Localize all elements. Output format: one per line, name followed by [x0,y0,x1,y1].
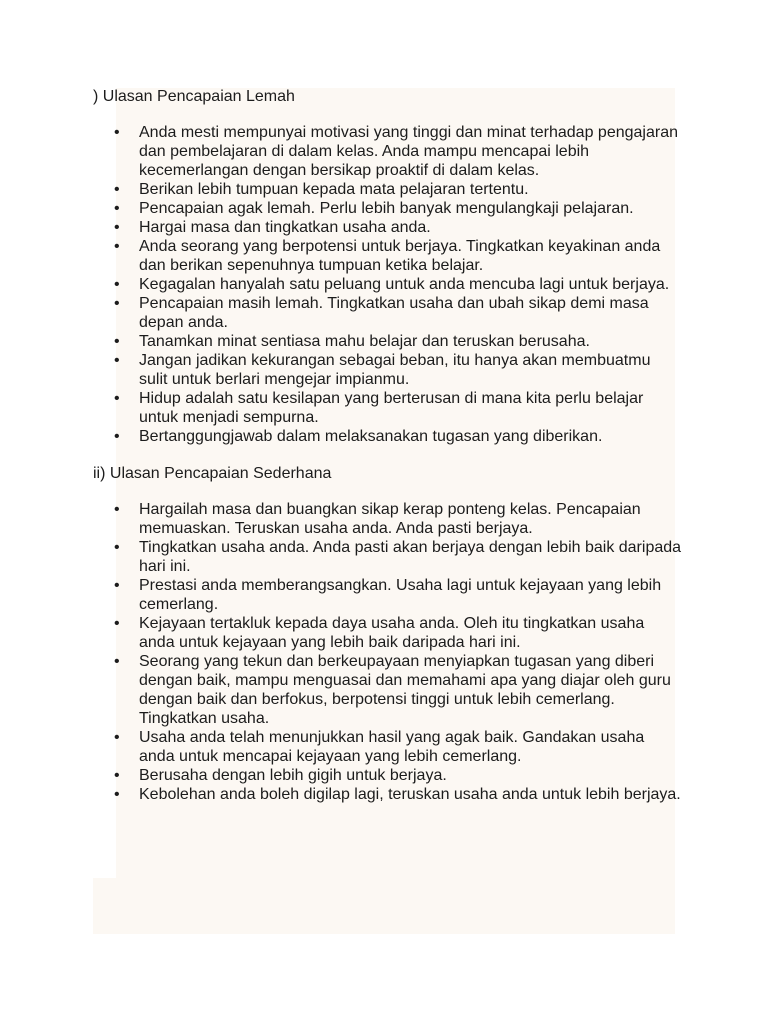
list-item: • Seorang yang tekun dan berkeupayaan menyiapkan tugasan yang diberi dengan baik, mampu menguasai dan memahami apa yang diajar oleh guru dengan baik dan berfokus, berpotensi tinggi untuk lebih cemerlang. Tingkatkan usaha. [93,652,683,728]
list-item: • Tanamkan minat sentiasa mahu belajar dan teruskan berusaha. [93,332,683,351]
list-item: • Anda mesti mempunyai motivasi yang tinggi dan minat terhadap pengajaran dan pembelajaran di dalam kelas. Anda mampu mencapai lebih kecemerlangan dengan bersikap proaktif di dalam kelas. [93,123,683,180]
list-item: • Kegagalan hanyalah satu peluang untuk anda mencuba lagi untuk berjaya. [93,275,683,294]
list-item: • Kebolehan anda boleh digilap lagi, teruskan usaha anda untuk lebih berjaya. [93,785,683,804]
section-heading: ii) Ulasan Pencapaian Sederhana [93,465,332,482]
list-item: • Usaha anda telah menunjukkan hasil yang agak baik. Gandakan usaha anda untuk mencapai kejayaan yang lebih cemerlang. [93,728,683,766]
list-item: • Kejayaan tertakluk kepada daya usaha anda. Oleh itu tingkatkan usaha anda untuk kejayaan yang lebih baik daripada hari ini. [93,614,683,652]
document-body [93,86,683,804]
list-item: • Berikan lebih tumpuan kepada mata pelajaran tertentu. [93,180,683,199]
list-item: • Jangan jadikan kekurangan sebagai beban, itu hanya akan membuatmu sulit untuk berlari mengejar impianmu. [93,351,683,389]
list-item: • Tingkatkan usaha anda. Anda pasti akan berjaya dengan lebih baik daripada hari ini. [93,538,683,576]
comment-list [93,123,683,446]
list-item: • Pencapaian agak lemah. Perlu lebih banyak mengulangkaji pelajaran. [93,199,683,218]
list-item: • Hargai masa dan tingkatkan usaha anda. [93,218,683,237]
section-weak-achievement [93,86,683,446]
list-item: • Hidup adalah satu kesilapan yang berterusan di mana kita perlu belajar untuk menjadi sempurna. [93,389,683,427]
section-heading: ) Ulasan Pencapaian Lemah [93,88,295,105]
section-moderate-achievement [93,463,683,804]
list-item: • Berusaha dengan lebih gigih untuk berjaya. [93,766,683,785]
list-item: • Pencapaian masih lemah. Tingkatkan usaha dan ubah sikap demi masa depan anda. [93,294,683,332]
comment-list [93,500,683,804]
list-item: • Anda seorang yang berpotensi untuk berjaya. Tingkatkan keyakinan anda dan berikan sepenuhnya tumpuan ketika belajar. [93,237,683,275]
page-background-lower [93,878,675,934]
list-item: • Bertanggungjawab dalam melaksanakan tugasan yang diberikan. [93,427,683,446]
list-item: • Prestasi anda memberangsangkan. Usaha lagi untuk kejayaan yang lebih cemerlang. [93,576,683,614]
list-item: • Hargailah masa dan buangkan sikap kerap ponteng kelas. Pencapaian memuaskan. Teruskan usaha anda. Anda pasti berjaya. [93,500,683,538]
